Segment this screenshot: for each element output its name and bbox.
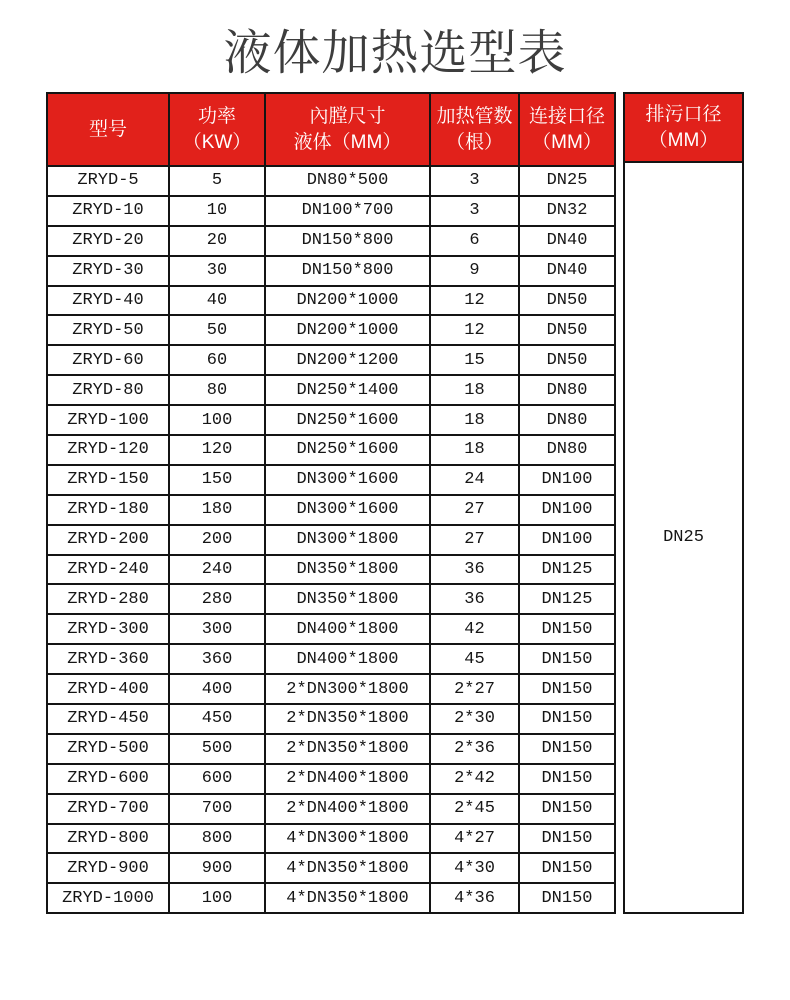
table-cell-power: 300 bbox=[169, 614, 265, 644]
table-cell-connection-diameter: DN100 bbox=[519, 525, 615, 555]
table-cell-power: 50 bbox=[169, 315, 265, 345]
table-cell-connection-diameter: DN80 bbox=[519, 375, 615, 405]
table-row bbox=[47, 315, 615, 345]
table-cell-power: 30 bbox=[169, 256, 265, 286]
table-cell-chamber-size: DN200*1000 bbox=[265, 286, 430, 316]
table-cell-chamber-size: DN300*1600 bbox=[265, 495, 430, 525]
table-cell-power: 700 bbox=[169, 794, 265, 824]
table-cell-chamber-size: 4*DN350*1800 bbox=[265, 883, 430, 913]
table-cell-tube-count: 24 bbox=[430, 465, 519, 495]
selection-table-area bbox=[46, 92, 744, 914]
table-cell-tube-count: 18 bbox=[430, 405, 519, 435]
table-cell-tube-count: 27 bbox=[430, 495, 519, 525]
table-row bbox=[47, 883, 615, 913]
table-cell-connection-diameter: DN150 bbox=[519, 883, 615, 913]
table-cell-power: 20 bbox=[169, 226, 265, 256]
table-cell-model: ZRYD-500 bbox=[47, 734, 169, 764]
table-cell-model: ZRYD-180 bbox=[47, 495, 169, 525]
table-cell-chamber-size: DN200*1000 bbox=[265, 315, 430, 345]
table-cell-model: ZRYD-900 bbox=[47, 853, 169, 883]
table-cell-model: ZRYD-300 bbox=[47, 614, 169, 644]
table-cell-tube-count: 3 bbox=[430, 196, 519, 226]
spec-table-body bbox=[47, 166, 615, 913]
table-cell-tube-count: 2*30 bbox=[430, 704, 519, 734]
table-row bbox=[47, 734, 615, 764]
table-cell-tube-count: 6 bbox=[430, 226, 519, 256]
table-row bbox=[47, 196, 615, 226]
table-cell-tube-count: 18 bbox=[430, 435, 519, 465]
table-cell-model: ZRYD-20 bbox=[47, 226, 169, 256]
table-cell-model: ZRYD-200 bbox=[47, 525, 169, 555]
table-cell-chamber-size: 2*DN350*1800 bbox=[265, 704, 430, 734]
table-cell-connection-diameter: DN80 bbox=[519, 435, 615, 465]
table-cell-power: 5 bbox=[169, 166, 265, 196]
table-cell-connection-diameter: DN150 bbox=[519, 614, 615, 644]
table-cell-connection-diameter: DN150 bbox=[519, 853, 615, 883]
table-cell-model: ZRYD-30 bbox=[47, 256, 169, 286]
table-cell-power: 120 bbox=[169, 435, 265, 465]
table-cell-model: ZRYD-60 bbox=[47, 345, 169, 375]
drain-column-merged-value: DN25 bbox=[663, 528, 704, 548]
table-row bbox=[47, 166, 615, 196]
drain-column-header bbox=[625, 94, 742, 163]
table-cell-tube-count: 36 bbox=[430, 555, 519, 585]
table-cell-tube-count: 4*30 bbox=[430, 853, 519, 883]
table-row bbox=[47, 555, 615, 585]
table-cell-tube-count: 9 bbox=[430, 256, 519, 286]
table-cell-connection-diameter: DN150 bbox=[519, 824, 615, 854]
table-cell-power: 150 bbox=[169, 465, 265, 495]
table-row bbox=[47, 674, 615, 704]
page-title: 液体加热选型表 bbox=[223, 27, 567, 80]
table-cell-chamber-size: DN300*1600 bbox=[265, 465, 430, 495]
table-cell-chamber-size: DN350*1800 bbox=[265, 584, 430, 614]
table-cell-chamber-size: 4*DN350*1800 bbox=[265, 853, 430, 883]
table-cell-chamber-size: DN150*800 bbox=[265, 226, 430, 256]
table-cell-tube-count: 45 bbox=[430, 644, 519, 674]
column-header-power: 功率 （KW） bbox=[169, 93, 265, 166]
table-cell-power: 40 bbox=[169, 286, 265, 316]
table-cell-model: ZRYD-10 bbox=[47, 196, 169, 226]
table-row bbox=[47, 614, 615, 644]
table-cell-model: ZRYD-450 bbox=[47, 704, 169, 734]
table-cell-model: ZRYD-280 bbox=[47, 584, 169, 614]
table-cell-power: 240 bbox=[169, 555, 265, 585]
table-cell-power: 100 bbox=[169, 883, 265, 913]
table-cell-tube-count: 2*27 bbox=[430, 674, 519, 704]
table-cell-power: 800 bbox=[169, 824, 265, 854]
table-row bbox=[47, 764, 615, 794]
table-cell-connection-diameter: DN150 bbox=[519, 674, 615, 704]
table-cell-chamber-size: DN250*1600 bbox=[265, 435, 430, 465]
table-row bbox=[47, 704, 615, 734]
table-cell-model: ZRYD-360 bbox=[47, 644, 169, 674]
table-cell-power: 60 bbox=[169, 345, 265, 375]
table-cell-tube-count: 4*36 bbox=[430, 883, 519, 913]
table-cell-model: ZRYD-700 bbox=[47, 794, 169, 824]
table-cell-model: ZRYD-600 bbox=[47, 764, 169, 794]
table-cell-tube-count: 42 bbox=[430, 614, 519, 644]
table-cell-power: 450 bbox=[169, 704, 265, 734]
table-cell-power: 100 bbox=[169, 405, 265, 435]
table-row bbox=[47, 405, 615, 435]
table-cell-chamber-size: DN80*500 bbox=[265, 166, 430, 196]
table-cell-tube-count: 3 bbox=[430, 166, 519, 196]
table-cell-model: ZRYD-800 bbox=[47, 824, 169, 854]
table-cell-tube-count: 12 bbox=[430, 315, 519, 345]
table-cell-chamber-size: 2*DN400*1800 bbox=[265, 794, 430, 824]
table-cell-connection-diameter: DN125 bbox=[519, 584, 615, 614]
column-header-model: 型号 bbox=[47, 93, 169, 166]
table-row bbox=[47, 465, 615, 495]
table-cell-connection-diameter: DN125 bbox=[519, 555, 615, 585]
table-cell-chamber-size: 2*DN400*1800 bbox=[265, 764, 430, 794]
table-cell-power: 900 bbox=[169, 853, 265, 883]
table-cell-chamber-size: DN400*1800 bbox=[265, 644, 430, 674]
table-cell-tube-count: 15 bbox=[430, 345, 519, 375]
table-cell-model: ZRYD-5 bbox=[47, 166, 169, 196]
table-cell-power: 360 bbox=[169, 644, 265, 674]
table-cell-chamber-size: DN300*1800 bbox=[265, 525, 430, 555]
table-cell-chamber-size: 2*DN350*1800 bbox=[265, 734, 430, 764]
table-cell-tube-count: 27 bbox=[430, 525, 519, 555]
table-cell-chamber-size: DN250*1600 bbox=[265, 405, 430, 435]
table-cell-chamber-size: 4*DN300*1800 bbox=[265, 824, 430, 854]
table-cell-chamber-size: DN100*700 bbox=[265, 196, 430, 226]
table-cell-power: 10 bbox=[169, 196, 265, 226]
column-header-tube-count: 加热管数 （根） bbox=[430, 93, 519, 166]
table-cell-connection-diameter: DN50 bbox=[519, 345, 615, 375]
table-row bbox=[47, 226, 615, 256]
table-cell-chamber-size: DN200*1200 bbox=[265, 345, 430, 375]
table-cell-tube-count: 2*42 bbox=[430, 764, 519, 794]
table-cell-connection-diameter: DN40 bbox=[519, 256, 615, 286]
table-cell-connection-diameter: DN32 bbox=[519, 196, 615, 226]
table-row bbox=[47, 345, 615, 375]
table-cell-tube-count: 2*36 bbox=[430, 734, 519, 764]
table-cell-connection-diameter: DN40 bbox=[519, 226, 615, 256]
table-row bbox=[47, 584, 615, 614]
table-row bbox=[47, 824, 615, 854]
table-cell-connection-diameter: DN150 bbox=[519, 704, 615, 734]
table-cell-power: 180 bbox=[169, 495, 265, 525]
table-cell-connection-diameter: DN25 bbox=[519, 166, 615, 196]
table-cell-connection-diameter: DN100 bbox=[519, 465, 615, 495]
table-row bbox=[47, 286, 615, 316]
spec-table-header bbox=[47, 93, 615, 166]
table-cell-power: 600 bbox=[169, 764, 265, 794]
table-cell-tube-count: 12 bbox=[430, 286, 519, 316]
table-row bbox=[47, 256, 615, 286]
table-cell-model: ZRYD-100 bbox=[47, 405, 169, 435]
table-cell-chamber-size: DN250*1400 bbox=[265, 375, 430, 405]
table-cell-connection-diameter: DN50 bbox=[519, 315, 615, 345]
table-cell-model: ZRYD-150 bbox=[47, 465, 169, 495]
table-row bbox=[47, 525, 615, 555]
table-cell-chamber-size: DN400*1800 bbox=[265, 614, 430, 644]
table-cell-power: 80 bbox=[169, 375, 265, 405]
table-cell-connection-diameter: DN80 bbox=[519, 405, 615, 435]
table-cell-chamber-size: 2*DN300*1800 bbox=[265, 674, 430, 704]
table-cell-connection-diameter: DN150 bbox=[519, 734, 615, 764]
table-row bbox=[47, 794, 615, 824]
table-cell-power: 500 bbox=[169, 734, 265, 764]
table-cell-tube-count: 4*27 bbox=[430, 824, 519, 854]
table-cell-model: ZRYD-400 bbox=[47, 674, 169, 704]
drain-header-line1: 排污口径 bbox=[645, 104, 722, 126]
table-cell-tube-count: 2*45 bbox=[430, 794, 519, 824]
drain-diameter-column bbox=[623, 92, 744, 914]
table-cell-power: 280 bbox=[169, 584, 265, 614]
spec-table bbox=[46, 92, 616, 914]
table-cell-model: ZRYD-80 bbox=[47, 375, 169, 405]
column-header-connection-diameter: 连接口径 （MM） bbox=[519, 93, 615, 166]
header-row bbox=[47, 93, 615, 166]
table-cell-model: ZRYD-50 bbox=[47, 315, 169, 345]
table-row bbox=[47, 435, 615, 465]
drain-header-line2: （MM） bbox=[648, 129, 719, 151]
table-cell-model: ZRYD-240 bbox=[47, 555, 169, 585]
table-row bbox=[47, 644, 615, 674]
table-cell-connection-diameter: DN150 bbox=[519, 644, 615, 674]
table-row bbox=[47, 853, 615, 883]
table-cell-chamber-size: DN350*1800 bbox=[265, 555, 430, 585]
table-cell-power: 400 bbox=[169, 674, 265, 704]
column-header-chamber-size: 內膛尺寸 液体（MM） bbox=[265, 93, 430, 166]
table-cell-power: 200 bbox=[169, 525, 265, 555]
table-cell-connection-diameter: DN150 bbox=[519, 764, 615, 794]
table-cell-connection-diameter: DN50 bbox=[519, 286, 615, 316]
table-cell-connection-diameter: DN150 bbox=[519, 794, 615, 824]
table-cell-model: ZRYD-1000 bbox=[47, 883, 169, 913]
table-row bbox=[47, 375, 615, 405]
table-cell-model: ZRYD-40 bbox=[47, 286, 169, 316]
table-cell-model: ZRYD-120 bbox=[47, 435, 169, 465]
table-row bbox=[47, 495, 615, 525]
table-cell-tube-count: 18 bbox=[430, 375, 519, 405]
table-cell-connection-diameter: DN100 bbox=[519, 495, 615, 525]
table-cell-chamber-size: DN150*800 bbox=[265, 256, 430, 286]
table-cell-tube-count: 36 bbox=[430, 584, 519, 614]
